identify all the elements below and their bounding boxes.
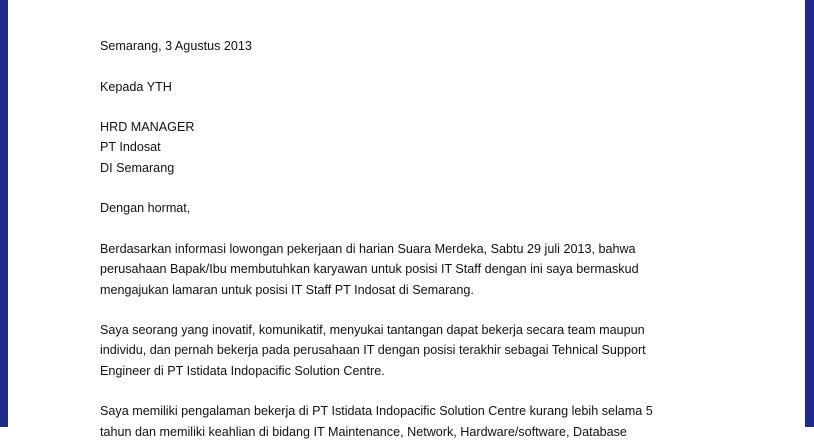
spacer	[100, 178, 700, 198]
recipient-title: HRD MANAGER	[100, 120, 195, 135]
window-border-left	[0, 0, 8, 427]
paragraph3-line: tahun dan memiliki keahlian di bidang IT Maintenance, Network, Hardware/software, Database	[100, 424, 627, 439]
paragraph2-line: Engineer di PT Istidata Indopacific Solution Centre.	[100, 363, 385, 378]
document-page	[8, 0, 805, 439]
date-line: Semarang, 3 Agustus 2013	[100, 39, 252, 53]
paragraph2-line: Saya seorang yang inovatif, komunikatif, menyukai tantangan dapat bekerja secara team maupun	[100, 323, 645, 338]
paragraph1-line: mengajukan lamaran untuk posisi IT Staff PT Indosat di Semarang.	[100, 282, 474, 297]
paragraph2-line: individu, dan pernah bekerja pada perusahaan IT dengan posisi terakhir sebagai Tehnical Support	[100, 343, 646, 358]
spacer	[100, 97, 700, 117]
spacer	[100, 300, 700, 320]
recipient-city: DI Semarang	[100, 160, 175, 175]
greeting: Dengan hormat,	[100, 201, 191, 216]
spacer	[100, 381, 700, 401]
window-border-right	[805, 0, 814, 427]
recipient-company: PT Indosat	[100, 140, 161, 155]
cover-letter	[100, 36, 700, 442]
paragraph1-line: Berdasarkan informasi lowongan pekerjaan di harian Suara Merdeka, Sabtu 29 juli 2013, bahwa	[100, 241, 636, 256]
spacer	[100, 219, 700, 239]
paragraph1-line: perusahaan Bapak/Ibu membutuhkan karyawan untuk posisi IT Staff dengan ini saya bermaskud	[100, 262, 639, 277]
paragraph3-line: Saya memiliki pengalaman bekerja di PT Istidata Indopacific Solution Centre kurang lebih selama 5	[100, 404, 653, 419]
salutation-to: Kepada YTH	[100, 79, 172, 94]
spacer	[100, 56, 700, 76]
